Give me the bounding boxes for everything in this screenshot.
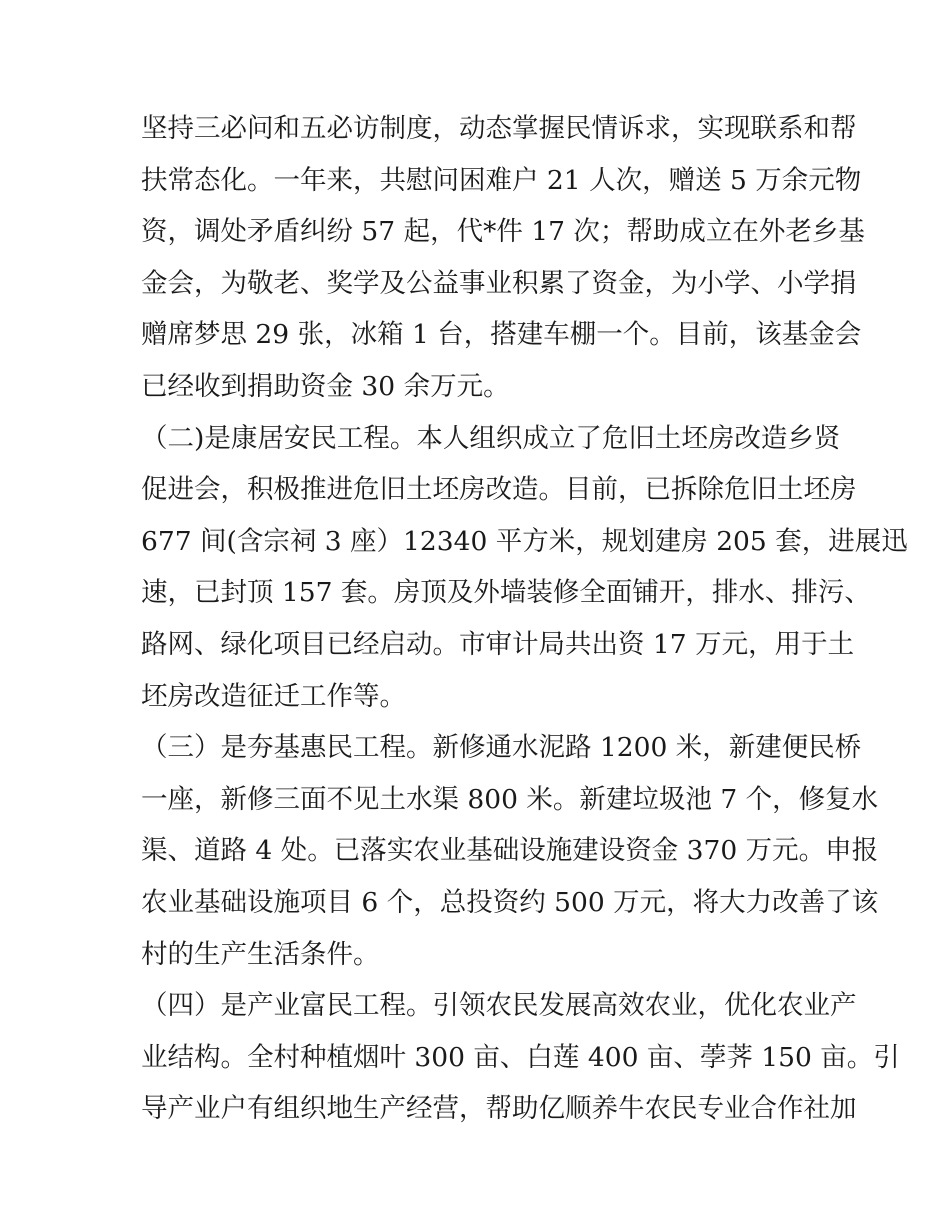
text-line: 坯房改造征迁工作等。: [141, 681, 406, 712]
text-line: 路网、绿化项目已经启动。市审计局共出资 17 万元，用于土: [141, 629, 855, 660]
text-line: 扶常态化。一年来，共慰问困难户 21 人次，赠送 5 万余元物: [141, 165, 862, 196]
text-line: 速，已封顶 157 套。房顶及外墙装修全面铺开，排水、排污、: [141, 577, 871, 608]
text-line: 导产业户有组织地生产经营，帮助亿顺养牛农民专业合作社加: [141, 1093, 857, 1124]
text-line: 资，调处矛盾纠纷 57 起，代*件 17 次；帮助成立在外老乡基: [141, 216, 865, 247]
text-line: 业结构。全村种植烟叶 300 亩、白莲 400 亩、荸荠 150 亩。引: [141, 1042, 900, 1073]
text-line: 农业基础设施项目 6 个，总投资约 500 万元，将大力改善了该: [141, 887, 879, 918]
text-line: （二)是康居安民工程。本人组织成立了危旧土坯房改造乡贤: [141, 423, 841, 454]
text-line: 促进会，积极推进危旧土坯房改造。目前，已拆除危旧土坯房: [141, 474, 857, 505]
text-line: 赠席梦思 29 张，冰箱 1 台，搭建车棚一个。目前，该基金会: [141, 319, 862, 350]
text-line: 已经收到捐助资金 30 余万元。: [141, 371, 510, 402]
text-line: 村的生产生活条件。: [141, 939, 380, 970]
text-line: 677 间(含宗祠 3 座）12340 平方米，规划建房 205 套，进展迅: [141, 526, 908, 557]
text-line: 一座，新修三面不见土水渠 800 米。新建垃圾池 7 个，修复水: [141, 784, 879, 815]
text-line: （三）是夯基惠民工程。新修通水泥路 1200 米，新建便民桥: [141, 732, 862, 763]
text-line: （四）是产业富民工程。引领农民发展高效农业，优化农业产: [141, 990, 857, 1021]
text-line: 金会，为敬老、奖学及公益事业积累了资金，为小学、小学捐: [141, 268, 857, 299]
text-line: 坚持三必问和五必访制度，动态掌握民情诉求，实现联系和帮: [141, 113, 857, 144]
text-line: 渠、道路 4 处。已落实农业基础设施建设资金 370 万元。申报: [141, 835, 879, 866]
